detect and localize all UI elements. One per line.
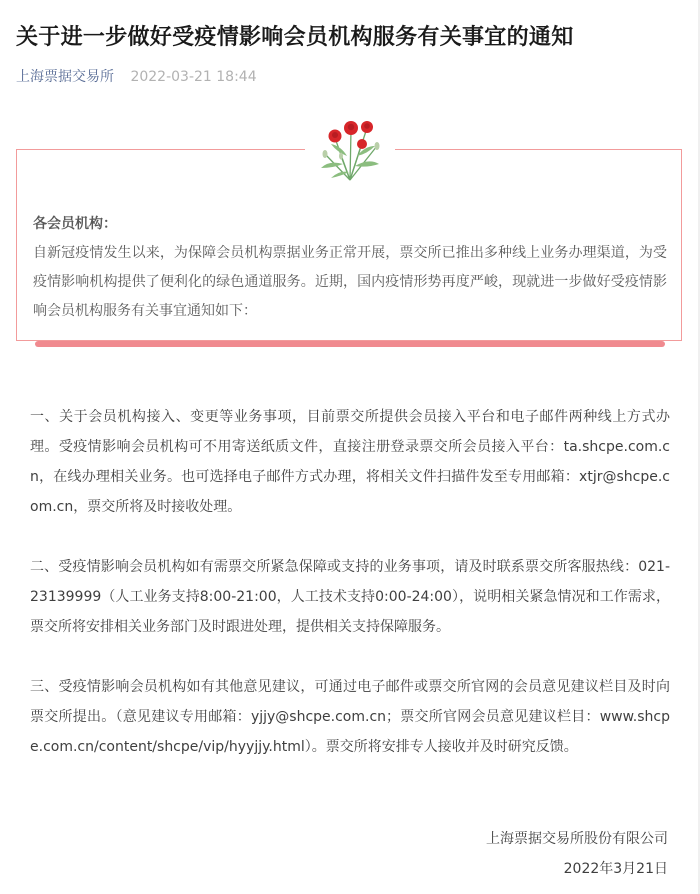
article-meta (16, 66, 257, 88)
account-name-link[interactable]: 上海票据交易所 (16, 69, 114, 85)
greeting-block (33, 210, 667, 326)
body-paragraph-2: 二、受疫情影响会员机构如有需票交所紧急保障或支持的业务事项，请及时联系票交所客服热线：021-23139999（人工业务支持8:00-21:00，人工技术支持0:00-24:00），说明相关紧急情况和工作需求，票交所将安排相关业务部门及时跟进处理，提供相关支持保障服务。 (30, 559, 670, 635)
pink-divider-bar (35, 341, 665, 347)
body-paragraph-3: 三、受疫情影响会员机构如有其他意见建议，可通过电子邮件或票交所官网的会员意见建议栏目及时向票交所提出。（意见建议专用邮箱：yjjy@shcpe.com.cn；票交所官网会员意见建议栏目：www.shcpe.com.cn/content/shcpe/vip/hyyjjy.html）。票交所将安排专人接收并及时研究反馈。 (30, 679, 670, 755)
intro-paragraph: 自新冠疫情发生以来，为保障会员机构票据业务正常开展，票交所已推出多种线上业务办理渠道，为受疫情影响机构提供了便利化的绿色通道服务。近期，国内疫情形势再度严峻，现就进一步做好受疫情影响会员机构服务有关事宜通知如下： (33, 245, 667, 319)
article-title: 关于进一步做好受疫情影响会员机构服务有关事宜的通知 (16, 25, 574, 50)
article-body (30, 402, 670, 792)
addressee: 各会员机构： (33, 216, 117, 232)
signature-block (486, 824, 668, 884)
publish-time: 2022-03-21 18:44 (130, 69, 257, 85)
carnation-flowers-icon (305, 116, 395, 182)
signature-date: 2022年3月21日 (563, 861, 668, 877)
body-paragraph-1: 一、关于会员机构接入、变更等业务事项，目前票交所提供会员接入平台和电子邮件两种线上方式办理。受疫情影响会员机构可不用寄送纸质文件，直接注册登录票交所会员接入平台：ta.shcpe.com.cn，在线办理相关业务。也可选择电子邮件方式办理，将相关文件扫描件发至专用邮箱：xtjr@shcpe.com.cn，票交所将及时接收处理。 (30, 409, 670, 515)
signature-organization: 上海票据交易所股份有限公司 (486, 831, 668, 847)
